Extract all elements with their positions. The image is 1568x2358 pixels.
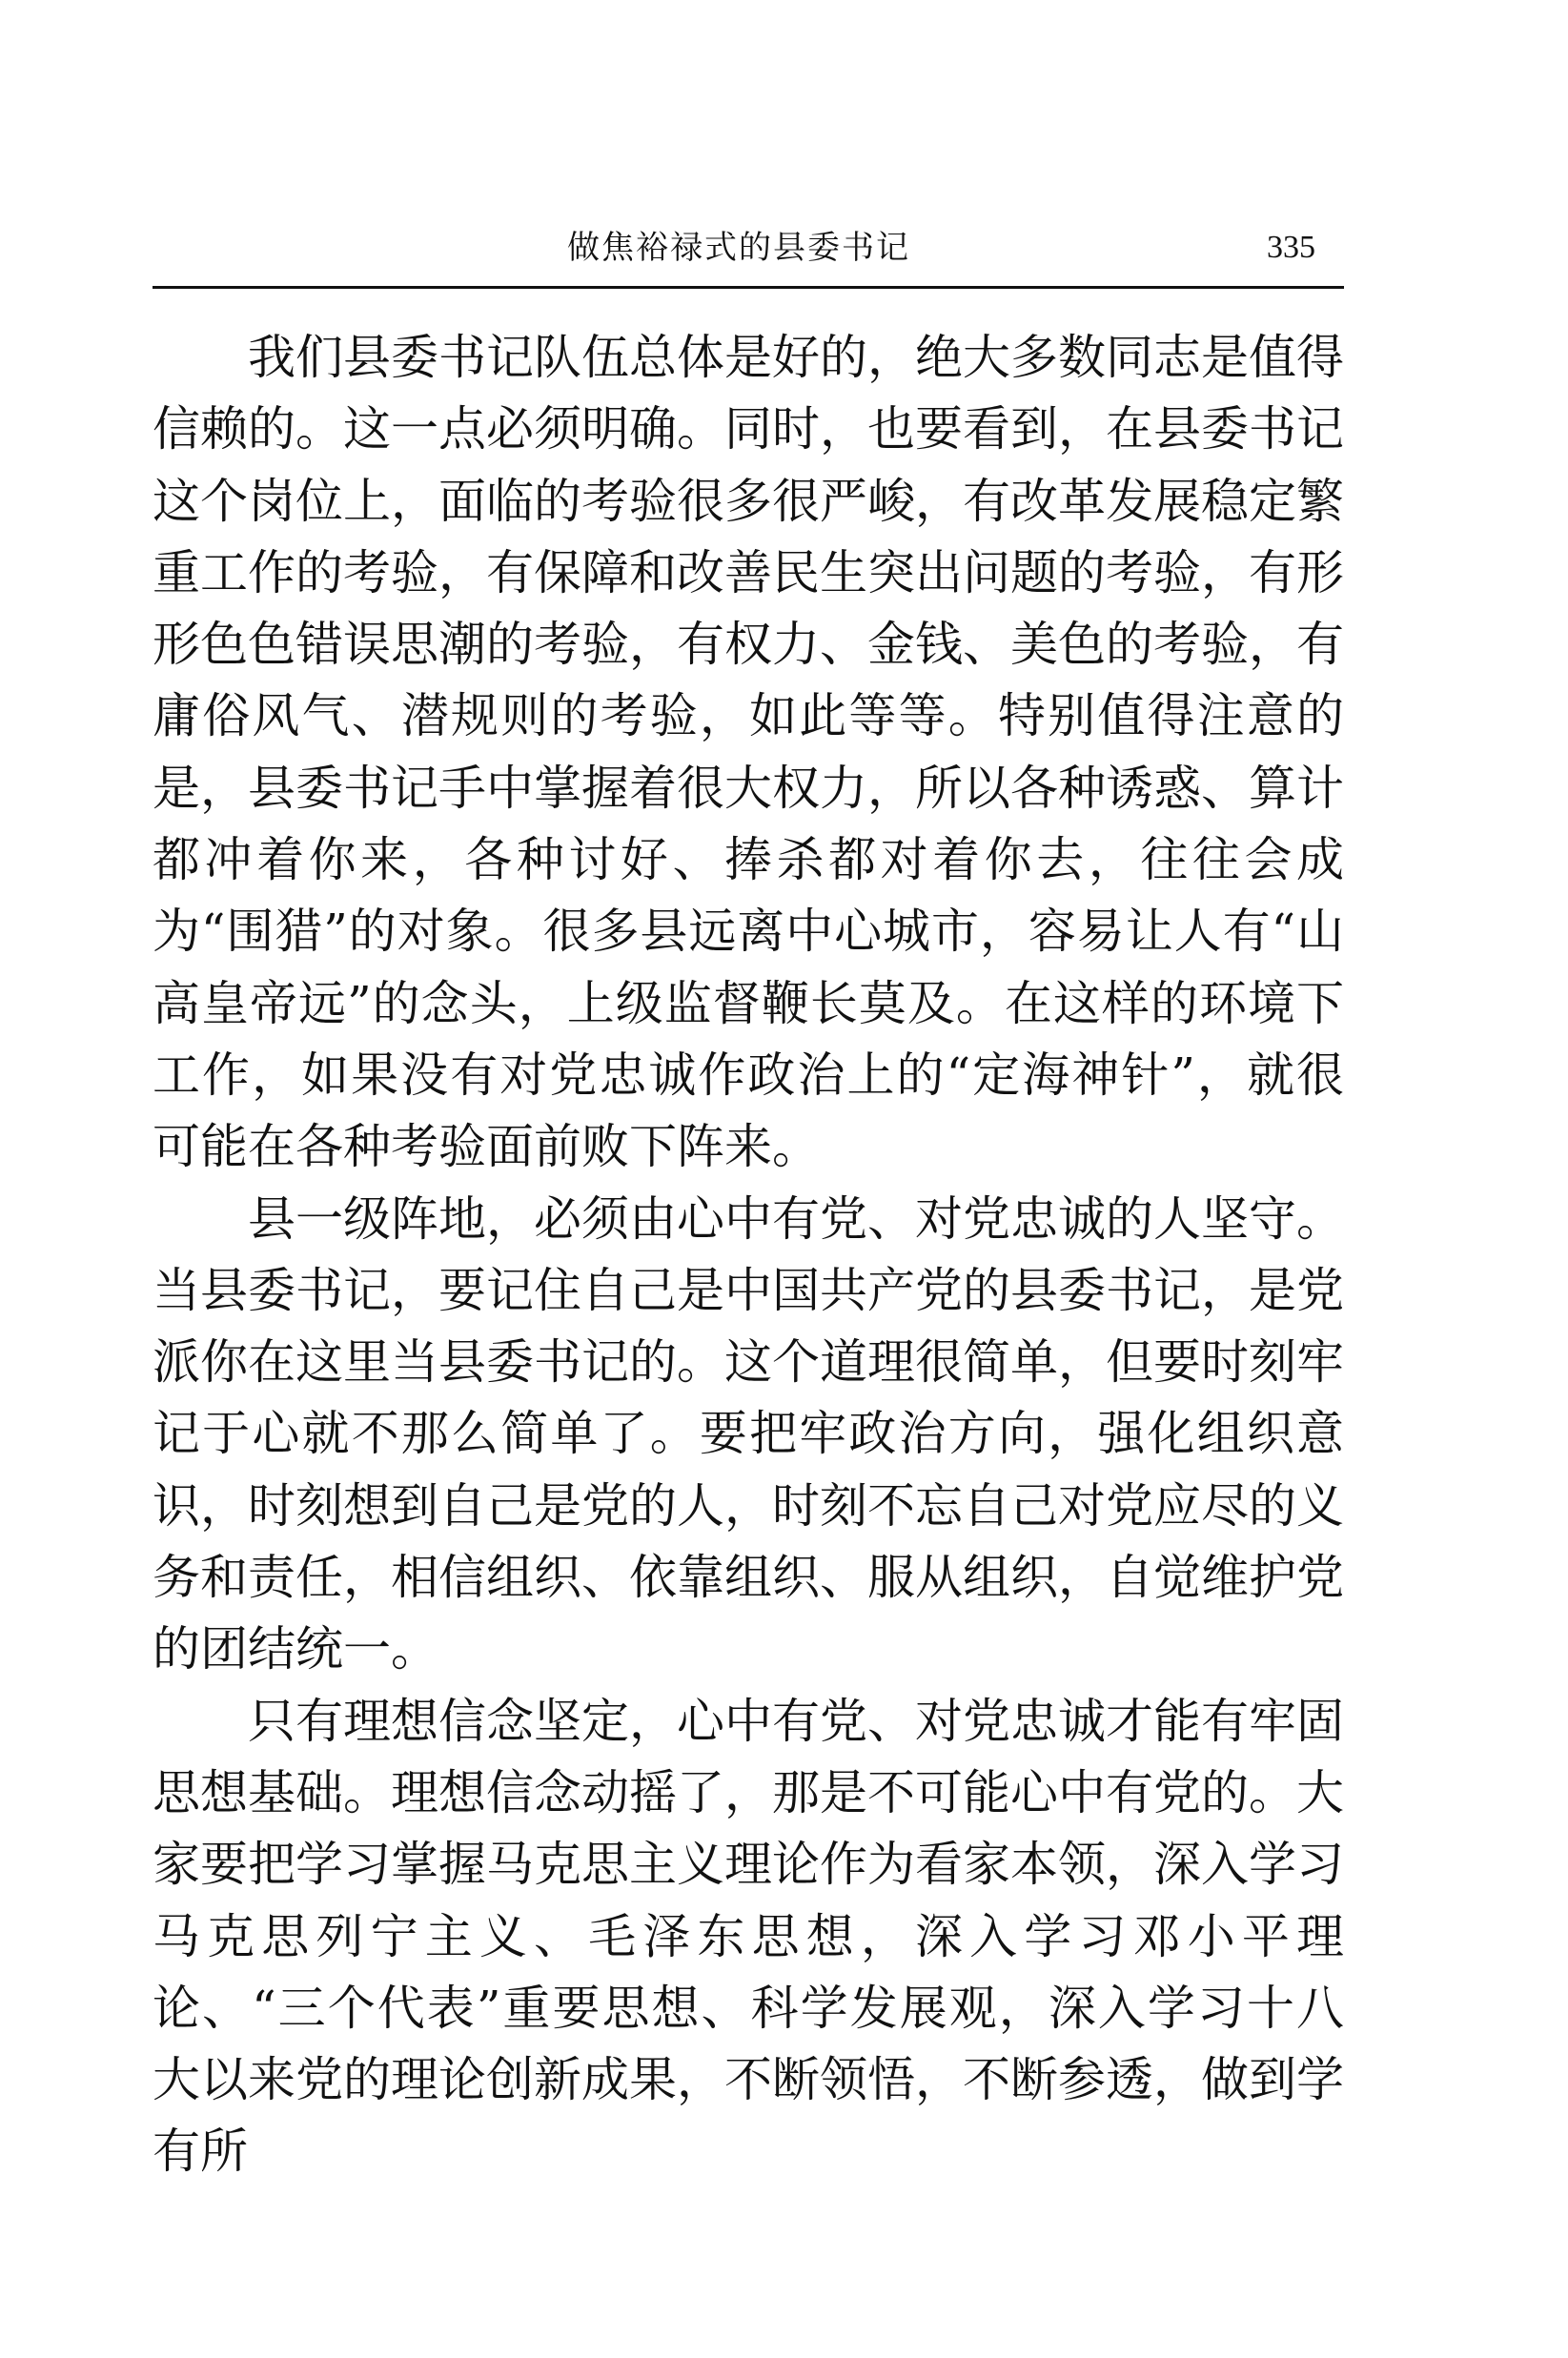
running-title: 做焦裕禄式的县委书记	[567, 229, 910, 267]
paragraph-3: 只有理想信念坚定，心中有党、对党忠诚才能有牢固思想基础。理想信念动摇了，那是不可能心中有党的。大家要把学习掌握马克思主义理论作为看家本领，深入学习马克思列宁主义、毛泽东思想，深入学习邓小平理论、“三个代表”重要思想、科学发展观，深入学习十八大以来党的理论创新成果，不断领悟，不断参透，做到学有所	[153, 1693, 1344, 2180]
body-text	[153, 322, 1344, 2188]
page-number: 335	[1267, 230, 1315, 265]
paragraph-1: 我们县委书记队伍总体是好的，绝大多数同志是值得信赖的。这一点必须明确。同时，也要看到，在县委书记这个岗位上，面临的考验很多很严峻，有改革发展稳定繁重工作的考验，有保障和改善民生突出问题的考验，有形形色色错误思潮的考验，有权力、金钱、美色的考验，有庸俗风气、潜规则的考验，如此等等。特别值得注意的是，县委书记手中掌握着很大权力，所以各种诱惑、算计都冲着你来，各种讨好、捧杀都对着你去，往往会成为“围猎”的对象。很多县远离中心城市，容易让人有“山高皇帝远”的念头，上级监督鞭长莫及。在这样的环境下工作，如果没有对党忠诚作政治上的“定海神针”，就很可能在各种考验面前败下阵来。	[153, 330, 1344, 1175]
header-rule	[153, 286, 1344, 289]
paragraph-2: 县一级阵地，必须由心中有党、对党忠诚的人坚守。当县委书记，要记住自己是中国共产党的县委书记，是党派你在这里当县委书记的。这个道理很简单，但要时刻牢记于心就不那么简单了。要把牢政治方向，强化组织意识，时刻想到自己是党的人，时刻不忘自己对党应尽的义务和责任，相信组织、依靠组织、服从组织，自觉维护党的团结统一。	[153, 1190, 1344, 1677]
running-header	[153, 219, 1344, 286]
